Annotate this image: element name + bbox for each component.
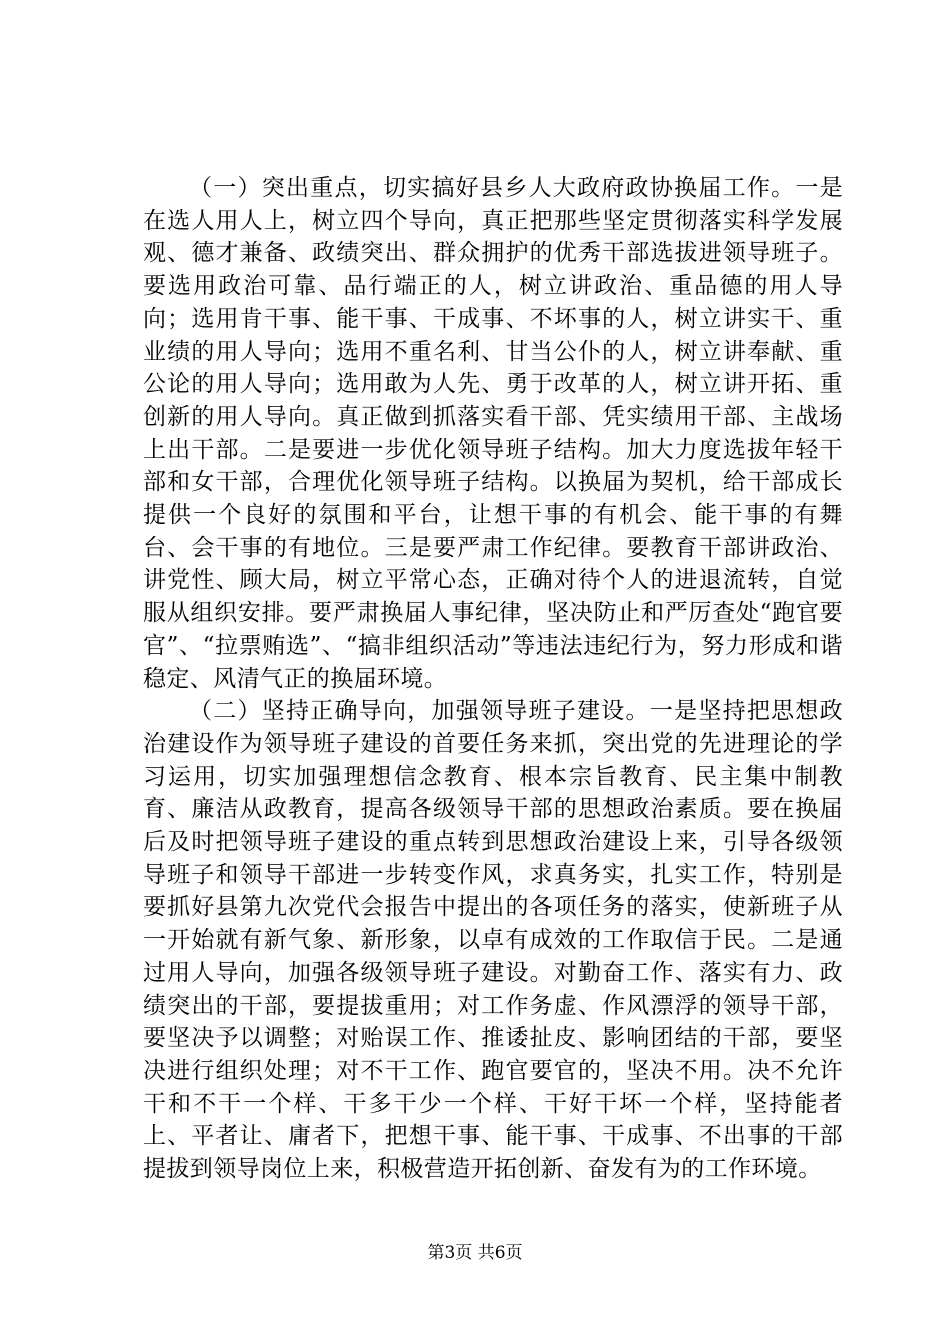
page-footer: 第3页 共6页 [427,1243,523,1263]
paragraph-2: （二）坚持正确导向，加强领导班子建设。一是坚持把思想政治建设作为领导班子建设的首要任务来抓，突出党的先进理论的学习运用，切实加强理想信念教育、根本宗旨教育、民主集中制教育、廉洁从政教育，提高各级领导干部的思想政治素质。要在换届后及时把领导班子建设的重点转到思想政治建设上来，引导各级领导班子和领导干部进一步转变作风，求真务实，扎实工作，特别是要抓好县第九次党代会报告中提出的各项任务的落实，使新班子从一开始就有新气象、新形象，以卓有成效的工作取信于民。二是通过用人导向，加强各级领导班子建设。对勤奋工作、落实有力、政绩突出的干部，要提拔重用；对工作务虚、作风漂浮的领导干部，要坚决予以调整；对贻误工作、推诿扯皮、影响团结的干部，要坚决进行组织处理；对不干工作、跑官要官的，坚决不用。决不允许干和不干一个样、干多干少一个样、干好干坏一个样，坚持能者上、平者让、庸者下，把想干事、能干事、干成事、不出事的干部提拔到领导岗位上来，积极营造开拓创新、奋发有为的工作环境。 [143,698,843,1183]
paragraph-1: （一）突出重点，切实搞好县乡人大政府政协换届工作。一是在选人用人上，树立四个导向，真正把那些坚定贯彻落实科学发展观、德才兼备、政绩突出、群众拥护的优秀干部选拔进领导班子。要选用政治可靠、品行端正的人，树立讲政治、重品德的用人导向；选用肯干事、能干事、干成事、不坏事的人，树立讲实干、重业绩的用人导向；选用不重名利、甘当公仆的人，树立讲奉献、重公论的用人导向；选用敢为人先、勇于改革的人，树立讲开拓、重创新的用人导向。真正做到抓落实看干部、凭实绩用干部、主战场上出干部。二是要进一步优化领导班子结构。加大力度选拔年轻干部和女干部，合理优化领导班子结构。以换届为契机，给干部成长提供一个良好的氛围和平台，让想干事的有机会、能干事的有舞台、会干事的有地位。三是要严肃工作纪律。要教育干部讲政治、讲党性、顾大局，树立平常心态，正确对待个人的进退流转，自觉服从组织安排。要严肃换届人事纪律，坚决防止和严厉查处“跑官要官”、“拉票贿选”、“搞非组织活动”等违法违纪行为，努力形成和谐稳定、风清气正的换届环境。 [143,175,843,692]
document-body [143,172,843,1186]
